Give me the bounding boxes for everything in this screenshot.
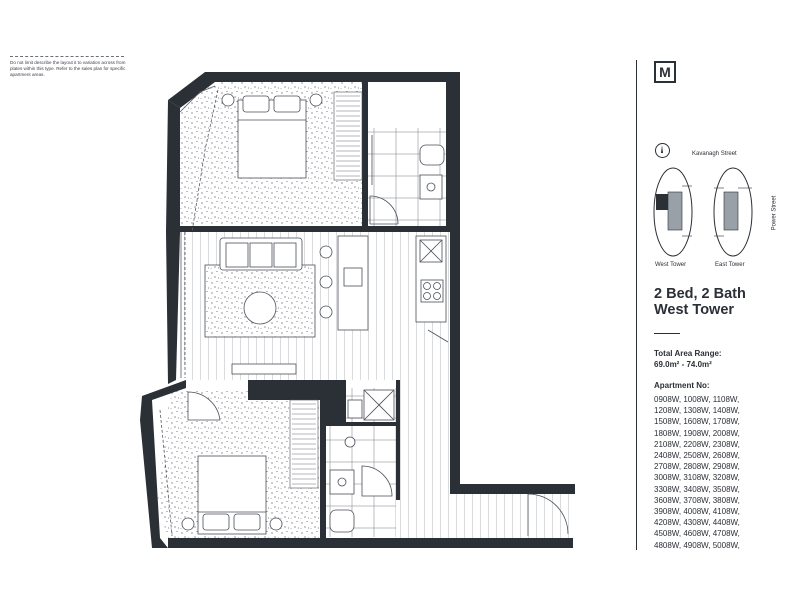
wall-bath1-south — [368, 226, 450, 232]
apartment-number: 4608W, — [683, 529, 713, 539]
title-rule — [654, 333, 680, 334]
apartment-number: 4208W, — [654, 518, 684, 528]
hall-floor — [400, 342, 575, 540]
apartment-number: 1908W, — [683, 428, 713, 438]
west-tower-label: West Tower — [655, 262, 687, 268]
apartment-number: 3108W, — [683, 473, 713, 483]
wall-laundry — [326, 380, 346, 425]
apartment-number: 0908W, — [654, 395, 684, 404]
apartment-number: 3408W, — [683, 484, 713, 494]
key-plan-west-tower — [652, 166, 694, 258]
title-line-1: 2 Bed, 2 Bath — [654, 286, 746, 302]
apartment-title — [654, 286, 746, 318]
wall-east-lower — [455, 484, 575, 494]
apartment-number: 2408W, — [654, 451, 684, 461]
apartment-number: 4408W, — [712, 518, 740, 528]
apartment-number: 4708W, — [712, 529, 740, 539]
key-plan-east-tower — [712, 166, 754, 258]
apartment-number: 2108W, — [654, 439, 684, 449]
apartment-number: 3608W, — [654, 495, 684, 505]
kitchen-island — [320, 236, 368, 330]
tv-unit — [232, 364, 296, 374]
apartment-number: 1008W, — [683, 395, 713, 404]
wall-south — [168, 538, 573, 548]
apartment-number: 2708W, — [654, 462, 684, 472]
sofa — [220, 238, 302, 270]
apartment-number: 3508W, — [712, 484, 740, 494]
apartment-number: 3008W, — [654, 473, 684, 483]
apartment-number: 2008W, — [712, 428, 740, 438]
wall-bath2-top — [326, 422, 396, 426]
disclaimer-text: Do not limit describe the layout it to variation across from plates within this type. Refer to the sales plan for specific apartment areas. — [10, 60, 126, 78]
apartment-number: 2208W, — [683, 439, 713, 449]
area-label: Total Area Range: — [654, 349, 722, 358]
apartment-number: 1608W, — [683, 417, 713, 427]
apartment-number: 4508W, — [654, 529, 684, 539]
apartment-number: 1308W, — [683, 406, 713, 416]
apartment-number: 1708W, — [712, 417, 740, 427]
apartment-number: 2308W, — [712, 439, 740, 449]
apartment-number: 2808W, — [683, 462, 713, 472]
north-arrow-icon — [655, 143, 670, 158]
area-value: 69.0m² - 74.0m² — [654, 360, 712, 369]
apartment-number: 4108W, — [712, 507, 740, 517]
apartment-number: 1408W, — [712, 406, 740, 416]
apartment-number: 3908W, — [654, 507, 684, 517]
apartment-number: 3808W, — [712, 495, 740, 505]
east-tower-label: East Tower — [715, 262, 745, 268]
apartment-number: 1108W, — [712, 395, 740, 404]
wall-west-upper — [166, 100, 180, 384]
apartment-number: 5008W, — [712, 540, 740, 550]
apartment-number: 2908W, — [712, 462, 740, 472]
m-logo: M — [654, 61, 676, 83]
coffee-table — [244, 292, 276, 324]
info-divider — [636, 60, 637, 550]
apartment-list — [654, 394, 764, 551]
apartment-number: 2508W, — [683, 451, 713, 461]
wall-east-upper — [446, 72, 460, 232]
wall-east-kitchen — [450, 232, 460, 494]
apartment-no-label: Apartment No: — [654, 381, 710, 390]
apartment-number: 4808W, — [654, 540, 684, 550]
apartment-number: 3308W, — [654, 484, 684, 494]
apartment-number: 1208W, — [654, 406, 684, 416]
apartment-number: 2608W, — [712, 451, 740, 461]
wall-bed2-east — [320, 400, 326, 540]
apartment-number: 4308W, — [683, 518, 713, 528]
wall-bath2-east — [396, 380, 400, 500]
apartment-number: 4908W, — [683, 540, 713, 550]
disclaimer-rule — [10, 56, 124, 57]
apartment-number: 1508W, — [654, 417, 684, 427]
wardrobe-1 — [334, 92, 362, 180]
street-label-kavanagh: Kavanagh Street — [692, 151, 737, 157]
street-label-power: Power Street — [771, 195, 778, 231]
apartment-number: 1808W, — [654, 428, 684, 438]
apartment-number: 3208W, — [712, 473, 740, 483]
apartment-number: 3708W, — [683, 495, 713, 505]
title-line-2: West Tower — [654, 302, 735, 318]
wall-bed1-south — [178, 226, 362, 232]
wall-bath1-west — [362, 82, 368, 232]
apartment-number: 4008W, — [683, 507, 713, 517]
